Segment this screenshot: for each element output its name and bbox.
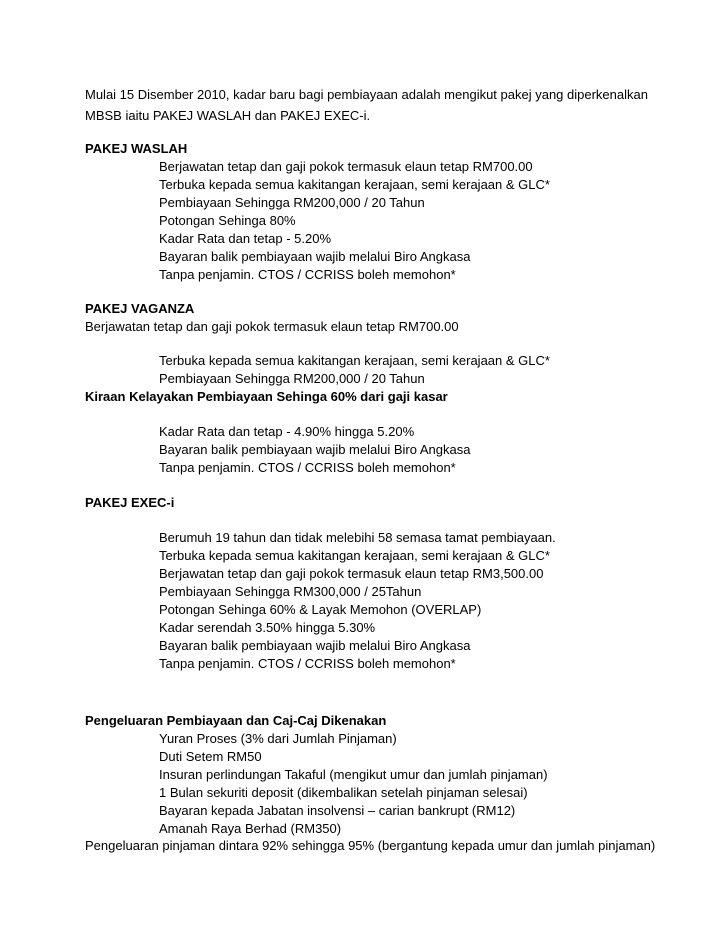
waslah-item: Pembiayaan Sehingga RM200,000 / 20 Tahun [159, 195, 425, 210]
vaganza-item: Pembiayaan Sehingga RM200,000 / 20 Tahun [159, 371, 425, 386]
vaganza-item: Terbuka kepada semua kakitangan kerajaan, semi kerajaan & GLC* [159, 353, 550, 368]
waslah-item: Tanpa penjamin. CTOS / CCRISS boleh memohon* [159, 267, 456, 282]
vaganza-line-1: Berjawatan tetap dan gaji pokok termasuk elaun tetap RM700.00 [85, 319, 459, 334]
exec-item: Terbuka kepada semua kakitangan kerajaan, semi kerajaan & GLC* [159, 548, 550, 563]
exec-item: Bayaran balik pembiayaan wajib melalui Biro Angkasa [159, 638, 471, 653]
exec-item: Tanpa penjamin. CTOS / CCRISS boleh memohon* [159, 656, 456, 671]
charges-item: Yuran Proses (3% dari Jumlah Pinjaman) [159, 731, 397, 746]
intro-line-2: MBSB iaitu PAKEJ WASLAH dan PAKEJ EXEC-i. [85, 108, 371, 123]
charges-heading: Pengeluaran Pembiayaan dan Caj-Caj Dikenakan [85, 713, 387, 728]
intro-line-1: Mulai 15 Disember 2010, kadar baru bagi pembiayaan adalah mengikut pakej yang diperkenalkan [85, 87, 648, 102]
charges-item: 1 Bulan sekuriti deposit (dikembalikan setelah pinjaman selesai) [159, 785, 528, 800]
waslah-item: Potongan Sehinga 80% [159, 213, 296, 228]
waslah-item: Bayaran balik pembiayaan wajib melalui Biro Angkasa [159, 249, 471, 264]
waslah-item: Kadar Rata dan tetap - 5.20% [159, 231, 332, 246]
charges-footer: Pengeluaran pinjaman dintara 92% sehingga 95% (bergantung kepada umur dan jumlah pinjaman) [85, 838, 656, 853]
vaganza-item: Bayaran balik pembiayaan wajib melalui Biro Angkasa [159, 442, 471, 457]
exec-heading: PAKEJ EXEC-i [85, 495, 175, 510]
vaganza-heading: PAKEJ VAGANZA [85, 301, 195, 316]
exec-item: Pembiayaan Sehingga RM300,000 / 25Tahun [159, 584, 422, 599]
charges-item: Insuran perlindungan Takaful (mengikut umur dan jumlah pinjaman) [159, 767, 548, 782]
waslah-item: Terbuka kepada semua kakitangan kerajaan, semi kerajaan & GLC* [159, 177, 550, 192]
waslah-heading: PAKEJ WASLAH [85, 141, 188, 156]
exec-item: Kadar serendah 3.50% hingga 5.30% [159, 620, 376, 635]
waslah-item: Berjawatan tetap dan gaji pokok termasuk elaun tetap RM700.00 [159, 159, 533, 174]
vaganza-item: Tanpa penjamin. CTOS / CCRISS boleh memohon* [159, 460, 456, 475]
vaganza-kiraan: Kiraan Kelayakan Pembiayaan Sehinga 60% dari gaji kasar [85, 389, 448, 404]
exec-item: Berumuh 19 tahun dan tidak melebihi 58 semasa tamat pembiayaan. [159, 530, 556, 545]
exec-item: Potongan Sehinga 60% & Layak Memohon (OVERLAP) [159, 602, 482, 617]
exec-item: Berjawatan tetap dan gaji pokok termasuk elaun tetap RM3,500.00 [159, 566, 544, 581]
charges-item: Duti Setem RM50 [159, 749, 262, 764]
charges-item: Bayaran kepada Jabatan insolvensi – carian bankrupt (RM12) [159, 803, 516, 818]
charges-item: Amanah Raya Berhad (RM350) [159, 821, 342, 836]
vaganza-item: Kadar Rata dan tetap - 4.90% hingga 5.20% [159, 424, 415, 439]
